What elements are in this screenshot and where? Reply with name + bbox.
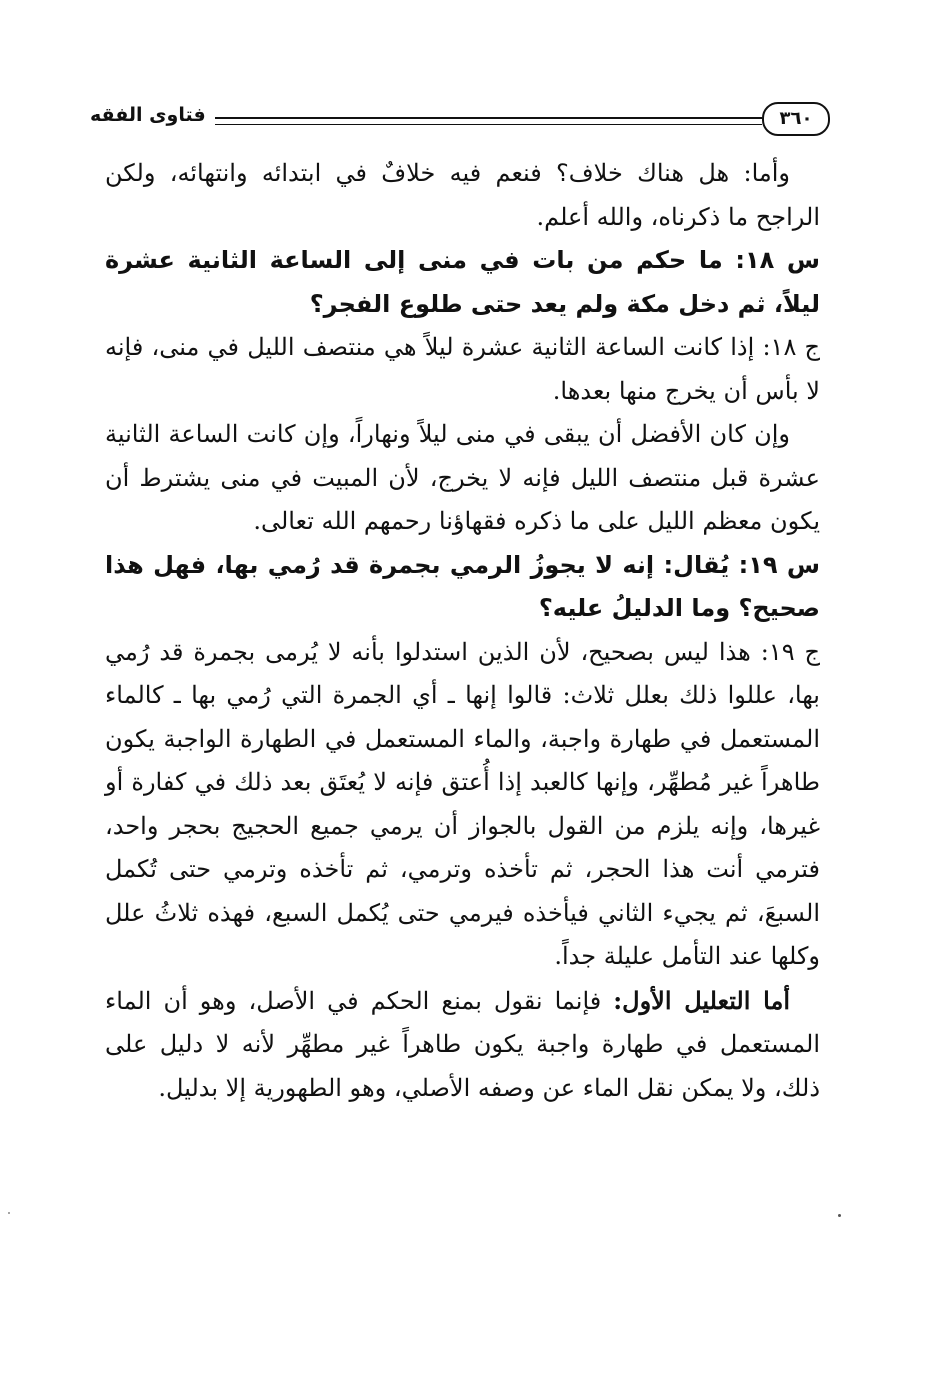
answer-18: ج ١٨: إذا كانت الساعة الثانية عشرة ليلاً هي منتصف الليل في منى، فإنه لا بأس أن يخرج منها بعدها. bbox=[105, 333, 820, 405]
margin-speck bbox=[838, 1214, 841, 1217]
paragraph-overnight: وإن كان الأفضل أن يبقى في منى ليلاً ونهاراً، وإن كانت الساعة الثانية عشرة قبل منتصف الليل فإنه لا يخرج، لأن المبيت في منى يشترط أن يكون معظم الليل على ما ذكره فقهاؤنا رحمهم الله تعالى. bbox=[105, 420, 820, 535]
margin-speck bbox=[8, 1212, 10, 1214]
paragraph-intro: وأما: هل هناك خلاف؟ فنعم فيه خلافٌ في ابتدائه وانتهائه، ولكن الراجح ما ذكرناه، والله أعلم. bbox=[105, 159, 820, 231]
paragraph-first-reason bbox=[105, 979, 820, 1111]
running-title: فتاوى الفقه bbox=[90, 104, 206, 126]
first-reason-text: فإنما نقول بمنع الحكم في الأصل، وهو أن الماء المستعمل في طهارة واجبة يكون طاهراً غير مطهِّر لأنه لا دليل على ذلك، ولا يمكن نقل الماء عن وصفه الأصلي، وهو الطهورية إلا بدليل. bbox=[105, 986, 820, 1102]
page-body bbox=[105, 152, 820, 1110]
first-reason-lead: أما التعليل الأول: bbox=[613, 985, 790, 1015]
header-rule bbox=[215, 117, 762, 125]
page-header bbox=[90, 102, 830, 136]
answer-19: ج ١٩: هذا ليس بصحيح، لأن الذين استدلوا بأنه لا يُرمى بجمرة قد رُمي بها، عللوا ذلك بعلل ثلاث: قالوا إنها ـ أي الجمرة التي رُمي بها ـ كالماء المستعمل في طهارة واجبة، والماء المستعمل في الطهارة الواجبة يكون طاهراً غير مُطهِّر، وإنها كالعبد إذا أُعتق فإنه لا يُعتَق بعد ذلك في كفارة أو غيرها، وإنه يلزم من القول بالجواز أن يرمي جميع الحجيج بحجر واحد، فترمي أنت هذا الحجر، ثم تأخذه وترمي، ثم تأخذه وترمي حتى تُكمل السبعَ، ثم يجيء الثاني فيأخذه فيرمي حتى يُكمل السبع، فهذه ثلاثُ علل وكلها عند التأمل عليلة جداً. bbox=[105, 637, 820, 970]
question-18: س ١٨: ما حكم من بات في منى إلى الساعة الثانية عشرة ليلاً، ثم دخل مكة ولم يعد حتى طلوع الفجر؟ bbox=[105, 246, 820, 318]
question-19: س ١٩: يُقال: إنه لا يجوزُ الرمي بجمرة قد رُمي بها، فهل هذا صحيح؟ وما الدليلُ عليه؟ bbox=[105, 550, 820, 622]
page-number: ٣٦٠ bbox=[762, 102, 830, 136]
